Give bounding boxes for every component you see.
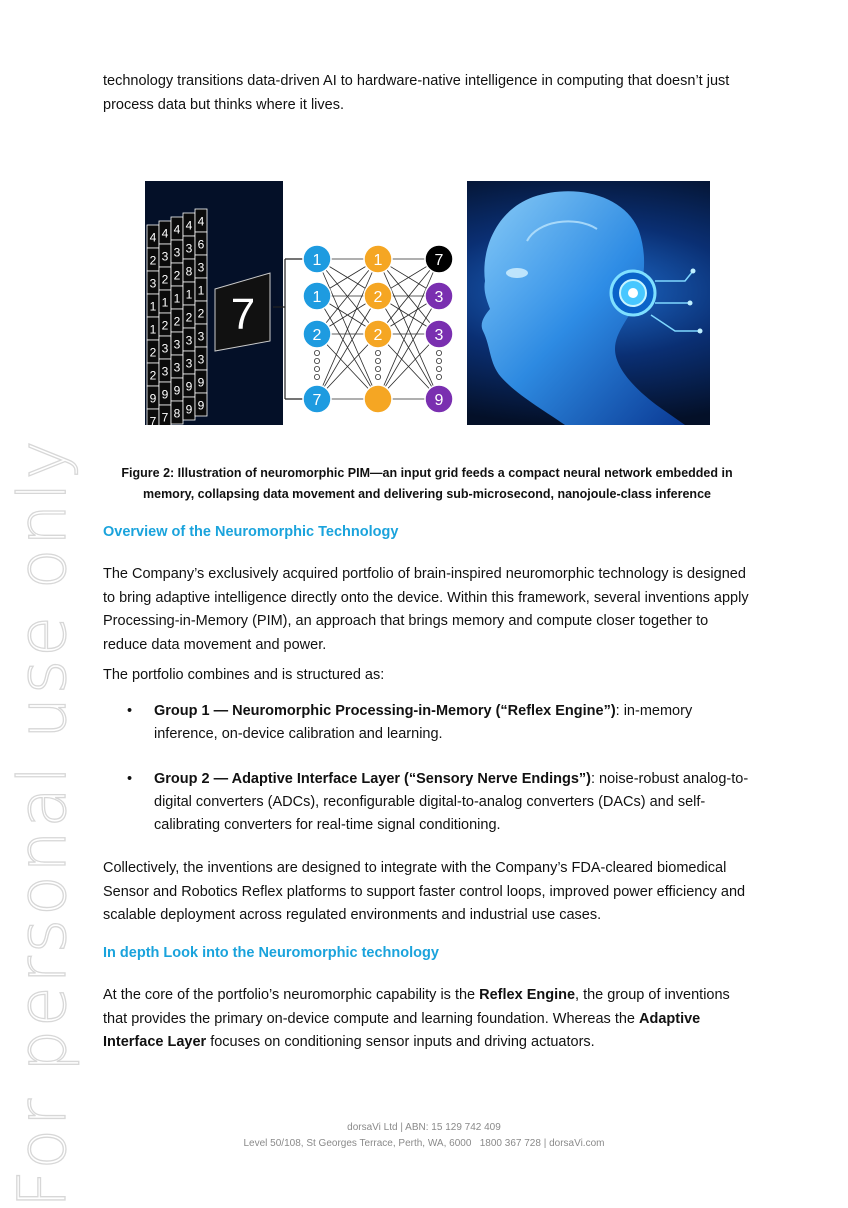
ellipsis-dot	[375, 350, 380, 355]
grid-cell-value: 3	[161, 341, 169, 356]
in-depth-text-e: focuses on conditioning sensor inputs and driving actuators.	[206, 1034, 595, 1050]
footer-company-line: dorsaVi Ltd | ABN: 15 129 742 409	[347, 1122, 501, 1133]
layer-3-node-value: 3	[434, 289, 444, 306]
digit-display-value: 7	[230, 290, 256, 339]
layer-1-node-value: 1	[312, 289, 322, 306]
overview-paragraph-2: The portfolio combines and is structured as:	[103, 667, 385, 683]
ellipsis-dot	[375, 374, 380, 379]
grid-cell-value: 4	[149, 230, 157, 245]
layer-1-node-value: 1	[312, 252, 322, 269]
grid-cell-value: 8	[173, 406, 181, 421]
overview-paragraph-3: Collectively, the inventions are designed to integrate with the Company’s FDA-cleared biomedical Sensor and Robotics Reflex platforms to support faster control loops, improved power efficiency and scalable deployment across regulated environments and industrial use cases.	[103, 860, 746, 923]
grid-cell-value: 3	[197, 329, 205, 344]
group-2-title: Group 2 — Adaptive Interface Layer (“Sensory Nerve Endings”)	[154, 771, 591, 787]
footer-address: Level 50/108, St Georges Terrace, Perth, WA, 6000	[243, 1138, 472, 1149]
grid-cell-value: 3	[197, 352, 205, 367]
intro-paragraph: technology transitions data-driven AI to hardware-native intelligence in computing that doesn’t just process data but thinks where it lives.	[103, 73, 730, 113]
grid-cell-value: 9	[149, 391, 157, 406]
grid-cell-value: 9	[197, 398, 205, 413]
layer-2-node-value: 1	[373, 252, 383, 269]
ellipsis-dot	[436, 358, 441, 363]
layer-3-node-value: 7	[434, 252, 444, 269]
grid-cell-value: 3	[161, 364, 169, 379]
grid-cell-value: 3	[197, 260, 205, 275]
grid-cell-value: 9	[197, 375, 205, 390]
ellipsis-dot	[436, 374, 441, 379]
grid-cell-value: 4	[161, 226, 169, 241]
adaptive-interface-term: Adaptive Interface Layer	[103, 1010, 701, 1050]
footer-address-line	[0, 1136, 848, 1152]
grid-cell-value: 3	[161, 249, 169, 264]
layer-2-node	[364, 385, 392, 413]
grid-cell-value: 1	[197, 283, 205, 298]
grid-cell-value: 1	[173, 291, 181, 306]
grid-cell-value: 7	[161, 410, 169, 425]
list-item	[103, 700, 751, 746]
footer-contact: 1800 367 728 | dorsaVi.com	[479, 1138, 605, 1149]
ellipsis-dot	[375, 358, 380, 363]
ellipsis-dot	[314, 366, 319, 371]
grid-cell-value: 3	[173, 360, 181, 375]
layer-3-node-value: 9	[434, 392, 444, 409]
ellipsis-dot	[314, 374, 319, 379]
figure-caption: Figure 2: Illustration of neuromorphic PIM—an input grid feeds a compact neural network embedded in memory, collapsing data movement and delivering sub-microsecond, nanojoule-class inference	[121, 466, 733, 501]
grid-cell-value: 9	[185, 379, 193, 394]
grid-cell-value: 2	[149, 253, 157, 268]
grid-cell-value: 9	[173, 383, 181, 398]
section-heading-in-depth: In depth Look into the Neuromorphic technology	[103, 945, 439, 961]
layer-2-node-value: 2	[373, 289, 383, 306]
list-item	[103, 768, 751, 837]
in-depth-text-a: At the core of the portfolio’s neuromorphic capability is the	[103, 987, 480, 1003]
bullet-icon: •	[127, 703, 133, 719]
grid-cell-value: 2	[197, 306, 205, 321]
bullet-icon: •	[127, 771, 133, 787]
grid-cell-value: 3	[149, 276, 157, 291]
ellipsis-dot	[436, 366, 441, 371]
figure-2-image	[145, 181, 710, 425]
layer-3-node-value: 3	[434, 327, 444, 344]
in-depth-text-c: , the group of inventions that provides the primary on-device compute and learning foundation. Whereas the	[103, 987, 730, 1027]
grid-cell-value: 4	[185, 218, 193, 233]
group-2-text: : noise-robust analog-to-digital converters (ADCs), reconfigurable digital-to-analog converters (DACs) and self-calibrating converters for real-time signal conditioning.	[154, 771, 749, 833]
grid-cell-value: 4	[197, 214, 205, 229]
grid-cell-value: 1	[149, 322, 157, 337]
portfolio-groups-list	[103, 700, 751, 837]
page-footer	[0, 1120, 848, 1152]
grid-cell-value: 9	[161, 387, 169, 402]
grid-cell-value: 2	[149, 368, 157, 383]
grid-cell-value: 4	[173, 222, 181, 237]
watermark: For personal use only	[4, 437, 81, 1208]
grid-cell-value: 3	[173, 337, 181, 352]
reflex-engine-term: Reflex Engine	[479, 987, 576, 1003]
grid-cell-value: 3	[185, 241, 193, 256]
grid-cell-value: 2	[161, 272, 169, 287]
grid-cell-value: 1	[185, 287, 193, 302]
layer-2-node-value: 2	[373, 327, 383, 344]
group-1-text: : in-memory inference, on-device calibration and learning.	[154, 703, 693, 742]
ellipsis-dot	[375, 366, 380, 371]
grid-cell-value: 3	[173, 245, 181, 260]
group-1-title: Group 1 — Neuromorphic Processing-in-Memory (“Reflex Engine”)	[154, 703, 616, 719]
grid-cell-value: 2	[173, 314, 181, 329]
in-depth-paragraph	[103, 984, 751, 1055]
grid-cell-value: 2	[149, 345, 157, 360]
grid-cell-value: 3	[185, 356, 193, 371]
ellipsis-dot	[314, 358, 319, 363]
layer-1-node-value: 2	[312, 327, 322, 344]
input-grid	[147, 209, 207, 425]
ellipsis-dot	[436, 350, 441, 355]
grid-cell-value: 9	[185, 402, 193, 417]
ellipsis-dot	[314, 350, 319, 355]
grid-cell-value: 1	[161, 295, 169, 310]
grid-cell-value: 2	[173, 268, 181, 283]
grid-cell-value: 3	[185, 333, 193, 348]
grid-cell-value: 2	[185, 310, 193, 325]
grid-cell-value: 2	[161, 318, 169, 333]
overview-paragraph-1: The Company’s exclusively acquired portfolio of brain-inspired neuromorphic technology is designed to bring adaptive intelligence directly onto the device. Within this framework, several inventions apply Processing-in-Memory (PIM), an approach that brings memory and compute closer together to reduce data movement and power.	[103, 566, 749, 653]
grid-cell-value: 8	[185, 264, 193, 279]
section-heading-overview: Overview of the Neuromorphic Technology	[103, 524, 399, 540]
layer-1-node-value: 7	[312, 392, 322, 409]
grid-cell-value: 6	[197, 237, 205, 252]
grid-cell-value: 7	[149, 414, 157, 425]
grid-cell-value: 1	[149, 299, 157, 314]
